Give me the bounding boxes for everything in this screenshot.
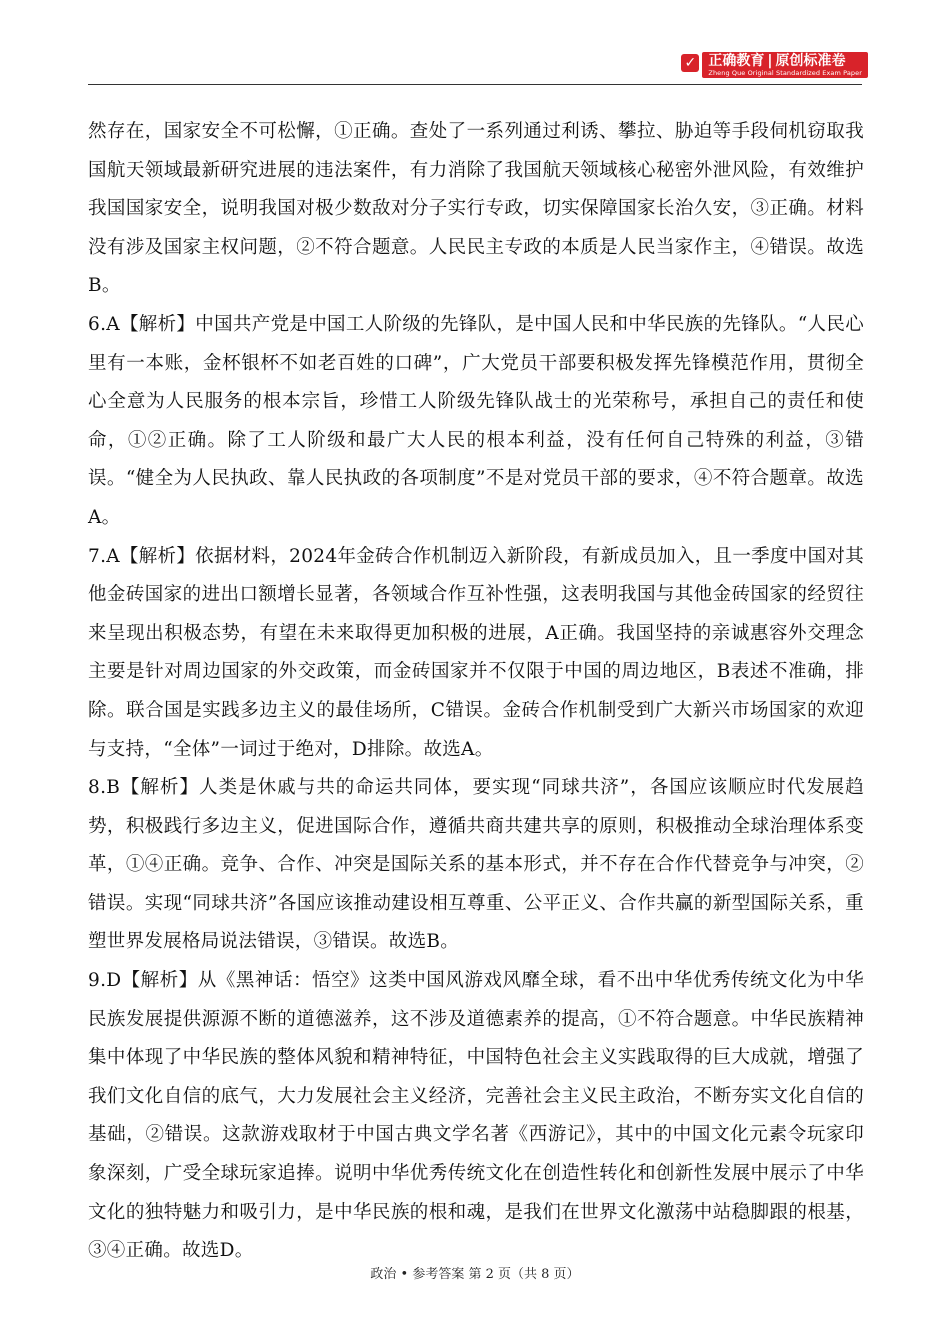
answer-paragraph-6: 6.A【解析】中国共产党是中国工人阶级的先锋队，是中国人民和中华民族的先锋队。“人民心里有一本账，金杯银杯不如老百姓的口碑”，广大党员干部要积极发挥先锋模范作用，贯彻全心全意为人民服务的根本宗旨，珍惜工人阶级先锋队战士的光荣称号，承担自己的责任和使命，①②正确。除了工人阶级和最广大人民的根本利益，没有任何自己特殊的利益，③错误。“健全为人民执政、靠人民执政的各项制度”不是对党员干部的要求，④不符合题章。故选A。 bbox=[88, 313, 864, 528]
header-divider bbox=[88, 84, 862, 85]
checkmark-icon: ✓ bbox=[681, 54, 699, 72]
answer-content bbox=[88, 113, 864, 1271]
logo-divider: | bbox=[767, 53, 773, 69]
answer-paragraph-9: 9.D【解析】从《黑神话：悟空》这类中国风游戏风靡全球，看不出中华优秀传统文化为中华民族发展提供源源不断的道德滋养，这不涉及道德素养的提高，①不符合题意。中华民族精神集中体现了中华民族的整体风貌和精神特征，中国特色社会主义实践取得的巨大成就，增强了我们文化自信的底气，大力发展社会主义经济，完善社会主义民主政治，不断夯实文化自信的基础，②错误。这款游戏取材于中国古典文学名著《西游记》，其中的中国文化元素令玩家印象深刻，广受全球玩家追捧。说明中华优秀传统文化在创造性转化和创新性发展中展示了中华文化的独特魅力和吸引力，是中华民族的根和魂，是我们在世界文化激荡中站稳脚跟的根基，③④正确。故选D。 bbox=[88, 970, 864, 1262]
logo-text-block bbox=[702, 52, 868, 78]
answer-paragraph-7: 7.A【解析】依据材料，2024年金砖合作机制迈入新阶段，有新成员加入，且一季度中国对其他金砖国家的进出口额增长显著，各领域合作互补性强，这表明我国与其他金砖国家的经贸往来呈现出积极态势，有望在未来取得更加积极的进展，A正确。我国坚持的亲诚惠容外交理念主要是针对周边国家的外交政策，而金砖国家并不仅限于中国的周边地区，B表述不准确，排除。联合国是实践多边主义的最佳场所，C错误。金砖合作机制受到广大新兴市场国家的欢迎与支持，“全体”一词过于绝对，D排除。故选A。 bbox=[88, 545, 864, 760]
answer-paragraph-5-continued: 然存在，国家安全不可松懈，①正确。查处了一系列通过利诱、攀拉、胁迫等手段伺机窃取我国航天领域最新研究进展的违法案件，有力消除了我国航天领域核心秘密外泄风险，有效维护我国国家安全，说明我国对极少数敌对分子实行专政，切实保障国家长治久安，③正确。材料没有涉及国家主权问题，②不符合题意。人民民主专政的本质是人民当家作主，④错误。故选B。 bbox=[88, 121, 864, 297]
page-header bbox=[0, 0, 950, 90]
logo-series: 原创标准卷 bbox=[775, 53, 846, 69]
logo-subtitle: Zheng Que Original Standardized Exam Paper bbox=[708, 69, 862, 77]
answer-paragraph-8: 8.B【解析】人类是休戚与共的命运共同体，要实现“同球共济”，各国应该顺应时代发展趋势，积极践行多边主义，促进国际合作，遵循共商共建共享的原则，积极推动全球治理体系变革，①④正确。竞争、合作、冲突是国际关系的基本形式，并不存在合作代替竞争与冲突，②错误。实现“同球共济”各国应该推动建设相互尊重、公平正义、合作共赢的新型国际关系，重塑世界发展格局说法错误，③错误。故选B。 bbox=[88, 777, 864, 953]
logo-brand: 正确教育 bbox=[708, 53, 765, 69]
page-footer: 政治 • 参考答案 第 2 页（共 8 页） bbox=[370, 1267, 580, 1282]
logo-title-row bbox=[708, 53, 862, 69]
brand-logo bbox=[681, 52, 868, 78]
